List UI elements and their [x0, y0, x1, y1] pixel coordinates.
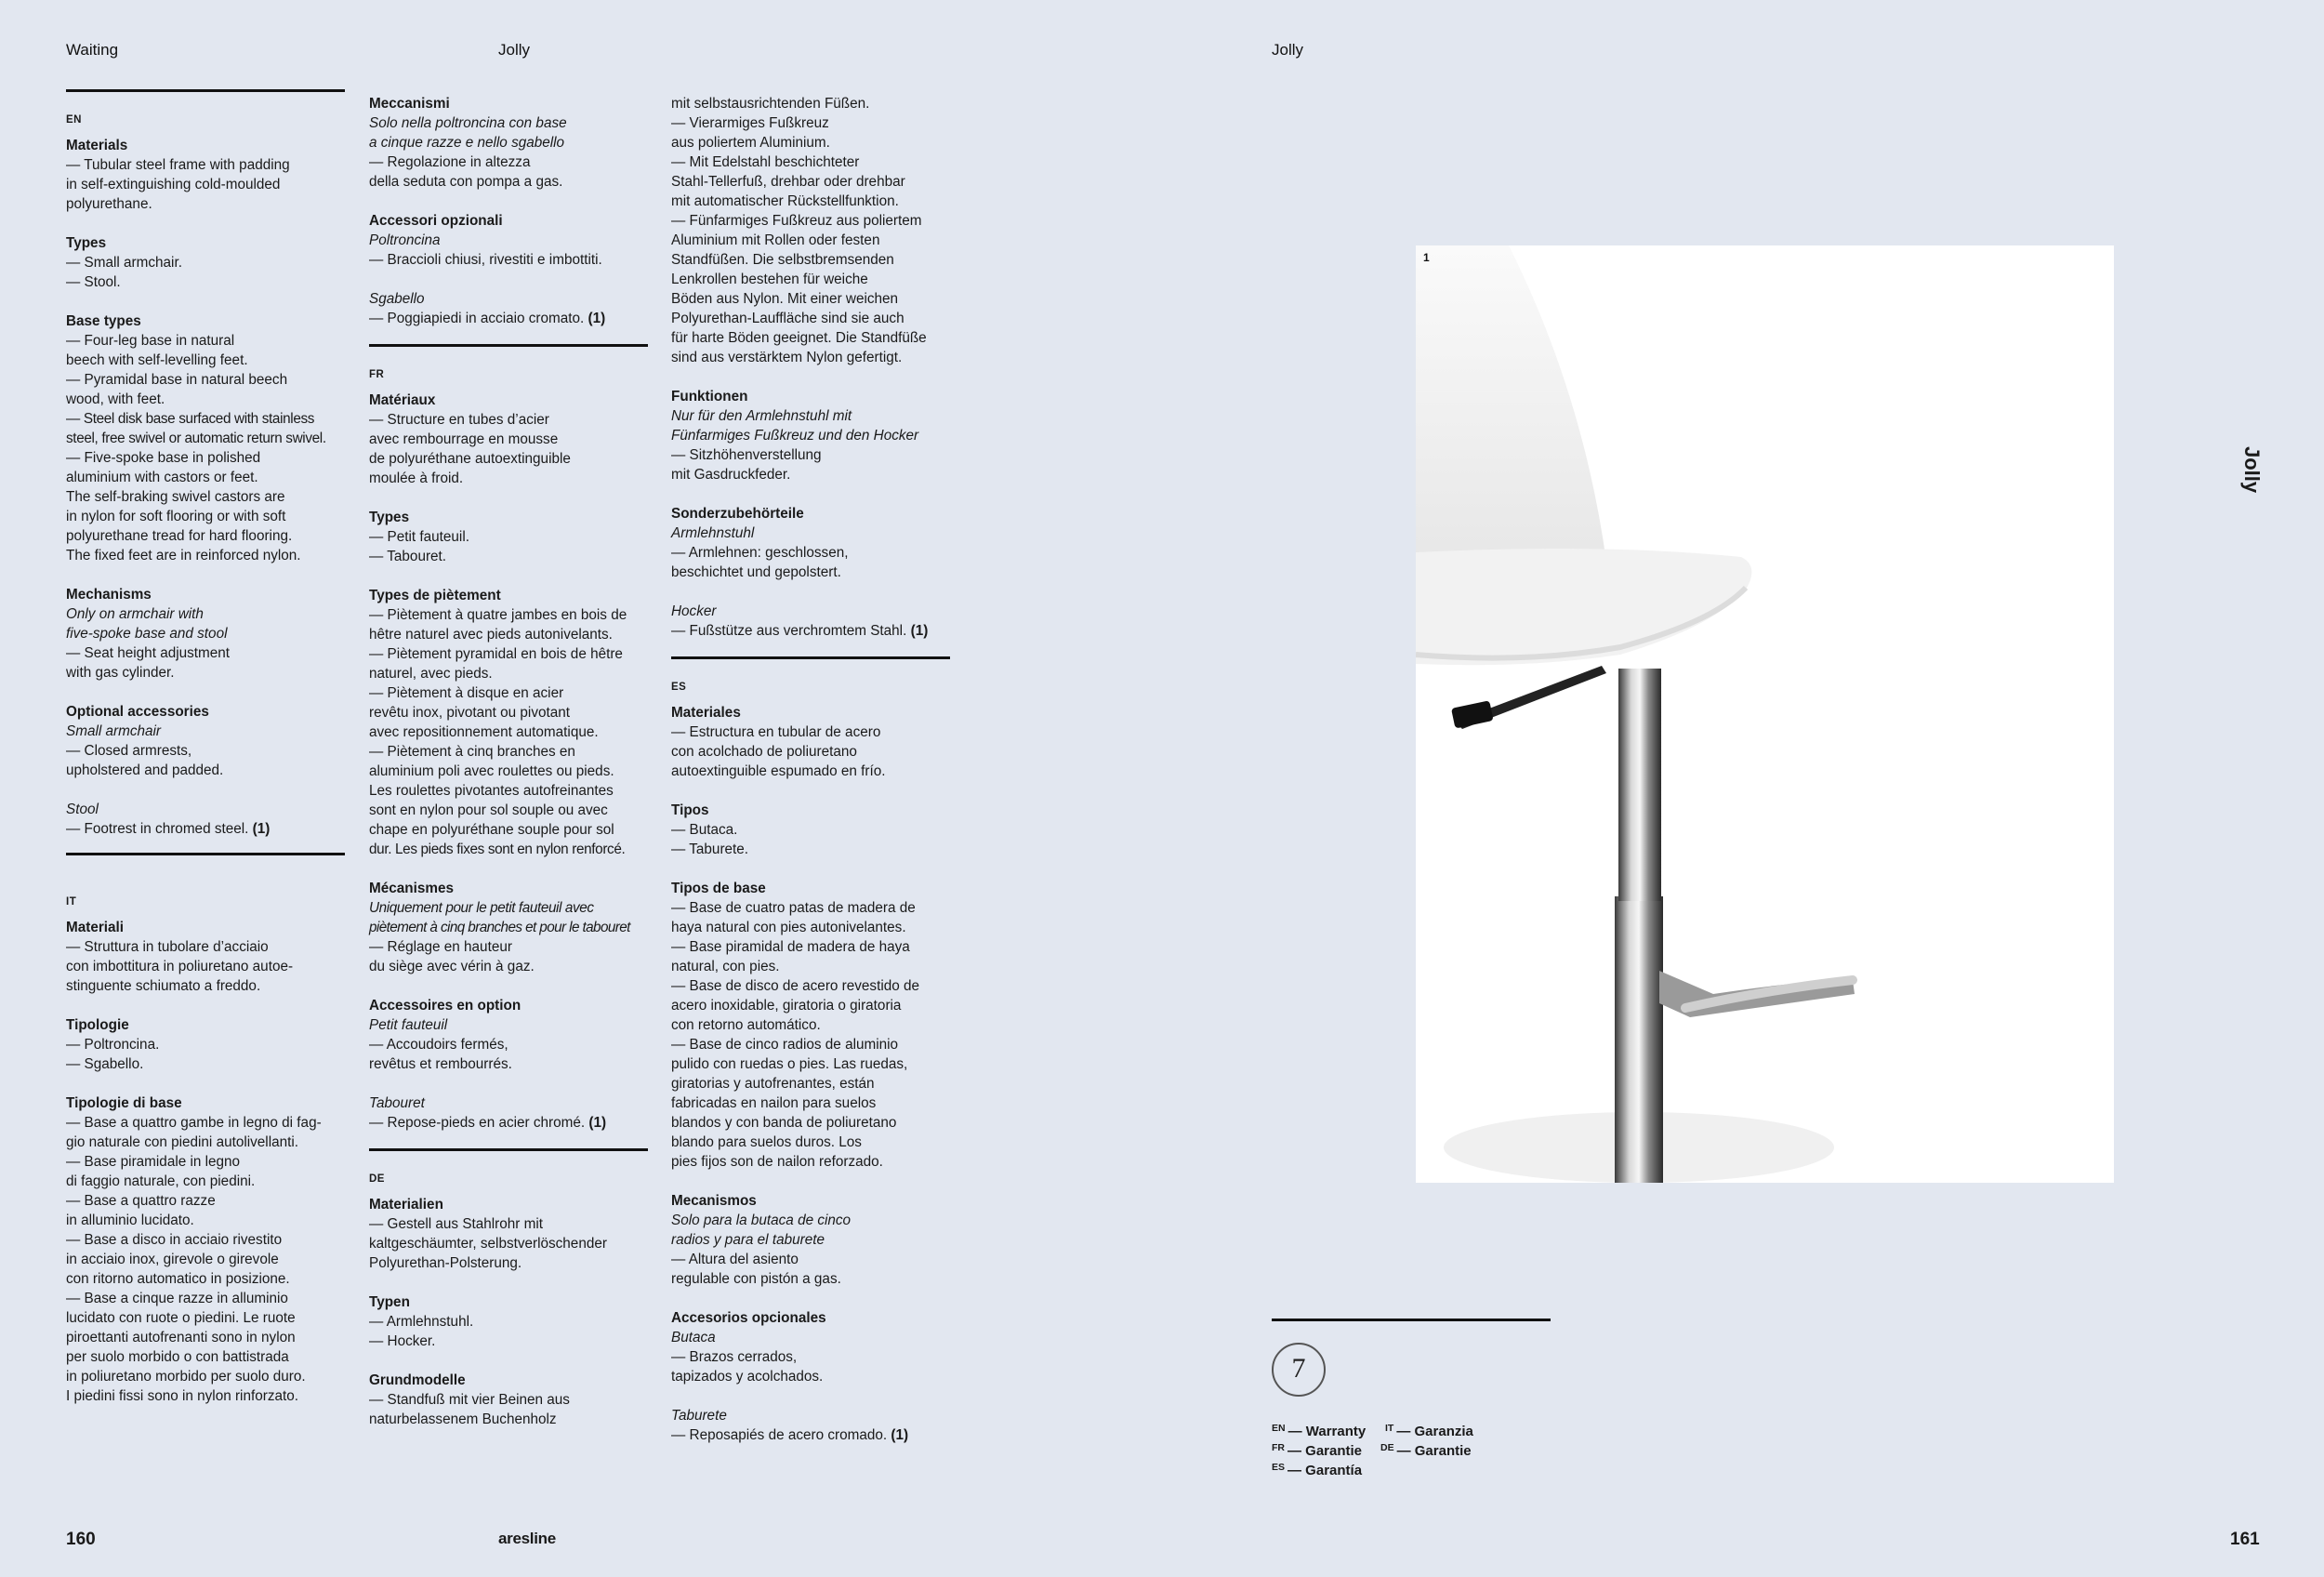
text: — Repose-pieds en acier chromé.: [369, 1115, 586, 1131]
spacer: [671, 1386, 959, 1406]
text-line: Armlehnstuhl: [671, 525, 755, 541]
header-section-waiting: Waiting: [66, 41, 119, 59]
text-line: — Steel disk base surfaced with stainless: [66, 411, 315, 427]
spacer: [369, 1074, 657, 1093]
column-lower: [1615, 896, 1663, 1183]
text-line: — Base piramidal de madera de haya: [671, 939, 910, 955]
text-line: pulido con ruedas o pies. Las ruedas,: [671, 1056, 908, 1072]
text-line: in nylon for soft flooring or with soft: [66, 509, 286, 524]
text-line: naturbelassenem Buchenholz: [369, 1411, 557, 1427]
text: — Garanzia: [1396, 1424, 1473, 1439]
text-line: — Closed armrests,: [66, 743, 192, 759]
text-line: — Braccioli chiusi, rivestiti e imbottiti.: [369, 252, 602, 268]
text-line: natural, con pies.: [671, 959, 780, 974]
text-line: revêtu inox, pivotant ou pivotant: [369, 705, 570, 721]
text-line: haya natural con pies autonivelantes.: [671, 920, 906, 935]
text-line: Standfüßen. Die selbstbremsenden: [671, 252, 894, 268]
text-line: piètement à cinq branches et pour le tabouret: [369, 920, 630, 935]
text-line: fabricadas en nailon para suelos: [671, 1095, 877, 1111]
section-mechanisms-en: [66, 585, 354, 682]
text-line: — Pyramidal base in natural beech: [66, 372, 288, 388]
text-line: — Struttura in tubolare d’acciaio: [66, 939, 269, 955]
text-line: Lenkrollen bestehen für weiche: [671, 272, 868, 287]
heading: Base types: [66, 313, 141, 329]
spacer: [66, 780, 354, 800]
text-line: — Five-spoke base in polished: [66, 450, 261, 466]
text-line: radios y para el taburete: [671, 1232, 825, 1248]
text-line: lucidato con ruote o piedini. Le ruote: [66, 1310, 296, 1326]
section-types-es: [671, 801, 959, 859]
section-accessories-es: [671, 1308, 959, 1445]
text-line: — Brazos cerrados,: [671, 1349, 798, 1365]
note-ref: (1): [910, 623, 929, 639]
text-line: Solo nella poltroncina con base: [369, 115, 567, 131]
language-code-fr: FR: [369, 369, 385, 380]
section-base-en: [66, 311, 354, 565]
heading: Types: [369, 510, 410, 525]
heading: Materiales: [671, 705, 741, 721]
text-line: [671, 1425, 959, 1445]
text-line: steel, free swivel or automatic return swivel.: [66, 431, 326, 446]
lang: IT: [1385, 1423, 1394, 1434]
text-line: regulable con pistón a gas.: [671, 1271, 841, 1287]
heading: Typen: [369, 1294, 410, 1310]
column-1: [66, 89, 354, 1425]
section-base-fr: [369, 586, 657, 859]
lang: DE: [1380, 1442, 1394, 1453]
note-ref: (1): [891, 1427, 909, 1443]
text-line: mit automatischer Rückstellfunktion.: [671, 193, 899, 209]
text-line: blando para suelos duros. Los: [671, 1134, 862, 1150]
section-materials-en: [66, 136, 354, 214]
text-line: wood, with feet.: [66, 391, 165, 407]
text-line: — Hocker.: [369, 1333, 436, 1349]
text-line: mit Gasdruckfeder.: [671, 467, 791, 483]
text-line: de polyuréthane autoextinguible: [369, 451, 571, 467]
lang: EN: [1272, 1423, 1286, 1434]
text: — Footrest in chromed steel.: [66, 821, 249, 837]
text-line: — Piètement à cinq branches en: [369, 744, 575, 760]
text-line: — Sgabello.: [66, 1056, 144, 1072]
text-line: acero inoxidable, giratoria o giratoria: [671, 998, 902, 1014]
text-line: Stool: [66, 802, 99, 817]
divider: [1272, 1319, 1551, 1321]
heading: Materials: [66, 138, 128, 153]
language-code-it: IT: [66, 896, 77, 908]
divider: [66, 89, 345, 92]
warranty-es: [1272, 1462, 1362, 1478]
text-line: kaltgeschäumter, selbstverlöschender: [369, 1236, 607, 1252]
text-line: naturel, avec pieds.: [369, 666, 493, 682]
text: — Fußstütze aus verchromtem Stahl.: [671, 623, 907, 639]
section-mechanisms-es: [671, 1191, 959, 1289]
heading: Funktionen: [671, 389, 748, 404]
text-line: sont en nylon pour sol souple ou avec: [369, 802, 608, 818]
text-line: mit selbstausrichtenden Füßen.: [671, 96, 870, 112]
text-line: aluminium poli avec roulettes ou pieds.: [369, 763, 614, 779]
text-line: blandos y con banda de poliuretano: [671, 1115, 897, 1131]
text-line: avec rembourrage en mousse: [369, 431, 559, 447]
text-line: con imbottitura in poliuretano autoe-: [66, 959, 294, 974]
text-line: Stahl-Tellerfuß, drehbar oder drehbar: [671, 174, 905, 190]
header-product-right: Jolly: [1272, 41, 1304, 59]
heading: Materiali: [66, 920, 125, 935]
text-line: per suolo morbido o con battistrada: [66, 1349, 289, 1365]
text-line: — Armlehnen: geschlossen,: [671, 545, 849, 561]
section-types-de: [369, 1292, 657, 1351]
heading: Tipos: [671, 802, 709, 818]
side-title: Jolly: [2240, 446, 2264, 494]
text-line: della seduta con pompa a gas.: [369, 174, 563, 190]
text-line: polyurethane tread for hard flooring.: [66, 528, 293, 544]
text-line: The self-braking swivel castors are: [66, 489, 285, 505]
text-line: giratorias y autofrenantes, están: [671, 1076, 875, 1092]
warranty-years: 7: [1291, 1353, 1306, 1384]
heading: Materialien: [369, 1197, 443, 1213]
text: — Garantie: [1287, 1443, 1363, 1459]
text-line: Les roulettes pivotantes autofreinantes: [369, 783, 614, 799]
text-line: — Base piramidale in legno: [66, 1154, 241, 1170]
text-line: — Piètement à quatre jambes en bois de: [369, 607, 627, 623]
text-line: con retorno automático.: [671, 1017, 821, 1033]
language-code-es: ES: [671, 682, 687, 693]
text-line: piroettanti autofrenanti sono in nylon: [66, 1330, 296, 1345]
text-line: — Base a disco in acciaio rivestito: [66, 1232, 283, 1248]
warranty-fr: [1272, 1442, 1362, 1459]
text-line: — Taburete.: [671, 842, 749, 857]
text: — Garantie: [1396, 1443, 1472, 1459]
text-line: avec repositionnement automatique.: [369, 724, 599, 740]
text-line: — Gestell aus Stahlrohr mit: [369, 1216, 544, 1232]
heading: Accessoires en option: [369, 998, 522, 1014]
text-line: Polyurethan-Lauffläche sind sie auch: [671, 311, 905, 326]
text-line: [369, 309, 657, 328]
text-line: — Altura del asiento: [671, 1252, 799, 1267]
text-line: — Petit fauteuil.: [369, 529, 469, 545]
section-mechanisms-it: [369, 94, 657, 192]
heading: Mechanisms: [66, 587, 152, 603]
text-line: moulée à froid.: [369, 470, 464, 486]
text-line: Butaca: [671, 1330, 716, 1345]
divider: [369, 1148, 648, 1151]
text-line: — Small armchair.: [66, 255, 182, 271]
text-line: Sgabello: [369, 291, 425, 307]
heading: Mécanismes: [369, 881, 454, 896]
text-line: revêtus et rembourrés.: [369, 1056, 512, 1072]
text-line: Fünfarmiges Fußkreuz und den Hocker: [671, 428, 919, 444]
text-line: in acciaio inox, girevole o girevole: [66, 1252, 279, 1267]
text-line: Polyurethan-Polsterung.: [369, 1255, 522, 1271]
text-line: Solo para la butaca de cinco: [671, 1213, 852, 1228]
text-line: — Stool.: [66, 274, 121, 290]
text-line: five-spoke base and stool: [66, 626, 228, 642]
warranty-de: [1380, 1442, 1472, 1459]
text-line: Böden aus Nylon. Mit einer weichen: [671, 291, 899, 307]
text-line: The fixed feet are in reinforced nylon.: [66, 548, 301, 563]
text-line: — Poltroncina.: [66, 1037, 160, 1053]
text-line: — Standfuß mit vier Beinen aus: [369, 1392, 570, 1408]
heading: Tipologie: [66, 1017, 129, 1033]
lang: FR: [1272, 1442, 1285, 1453]
text-line: — Sitzhöhenverstellung: [671, 447, 822, 463]
text-line: sind aus verstärktem Nylon gefertigt.: [671, 350, 903, 365]
heading: Tipos de base: [671, 881, 766, 896]
heading: Mecanismos: [671, 1193, 757, 1209]
text-line: — Estructura en tubular de acero: [671, 724, 881, 740]
text-line: [369, 1113, 657, 1133]
text-line: — Fünfarmiges Fußkreuz aus poliertem: [671, 213, 922, 229]
text-line: upholstered and padded.: [66, 762, 224, 778]
text-line: — Base de cuatro patas de madera de: [671, 900, 916, 916]
stool-illustration: [1416, 245, 2114, 1183]
text-line: du siège avec vérin à gaz.: [369, 959, 535, 974]
section-base-de: [369, 1371, 657, 1429]
text-line: — Four-leg base in natural: [66, 333, 235, 349]
text: — Poggiapiedi in acciaio cromato.: [369, 311, 585, 326]
lang: ES: [1272, 1462, 1286, 1473]
section-mechanisms-fr: [369, 879, 657, 976]
text-line: stinguente schiumato a freddo.: [66, 978, 261, 994]
heading: Types de piètement: [369, 588, 501, 603]
text-line: chape en polyuréthane souple pour sol: [369, 822, 614, 838]
note-ref: (1): [588, 311, 606, 326]
text-line: beech with self-levelling feet.: [66, 352, 248, 368]
section-accessories-it: [369, 211, 657, 328]
heading: Sonderzubehörteile: [671, 506, 804, 522]
section-accessories-fr: [369, 996, 657, 1133]
text-line: — Seat height adjustment: [66, 645, 231, 661]
heading: Optional accessories: [66, 704, 209, 720]
page-number-right: 161: [2230, 1530, 2260, 1549]
text: — Warranty: [1287, 1424, 1367, 1439]
heading: Tipologie di base: [66, 1095, 182, 1111]
text-line: — Piètement à disque en acier: [369, 685, 564, 701]
text-line: — Base a cinque razze in alluminio: [66, 1291, 288, 1306]
heading: Accesorios opcionales: [671, 1310, 826, 1326]
text-line: Hocker: [671, 603, 717, 619]
text-line: — Tubular steel frame with padding: [66, 157, 290, 173]
text: — Reposapiés de acero cromado.: [671, 1427, 888, 1443]
text-line: I piedini fissi sono in nylon rinforzato.: [66, 1388, 298, 1404]
text-line: — Base de disco de acero revestido de: [671, 978, 920, 994]
text-line: — Butaca.: [671, 822, 738, 838]
text-line: Nur für den Armlehnstuhl mit: [671, 408, 852, 424]
section-materials-es: [671, 703, 959, 781]
text-line: autoextinguible espumado en frío.: [671, 763, 886, 779]
header-product-left: Jolly: [498, 41, 531, 59]
text-line: con acolchado de poliuretano: [671, 744, 857, 760]
section-accessories-de: [671, 504, 959, 641]
language-code-de: DE: [369, 1173, 385, 1185]
section-types-it: [66, 1015, 354, 1074]
section-base-it: [66, 1093, 354, 1406]
text-line: Small armchair: [66, 723, 161, 739]
section-types-en: [66, 233, 354, 292]
text-line: Only on armchair with: [66, 606, 204, 622]
text-line: hêtre naturel avec pieds autonivelants.: [369, 627, 613, 643]
text-line: — Mit Edelstahl beschichteter: [671, 154, 860, 170]
heading: Accessori opzionali: [369, 213, 503, 229]
text-line: Tabouret: [369, 1095, 425, 1111]
text-line: a cinque razze e nello sgabello: [369, 135, 565, 151]
text-line: with gas cylinder.: [66, 665, 175, 681]
text-line: — Accoudoirs fermés,: [369, 1037, 508, 1053]
language-code-en: EN: [66, 114, 82, 126]
text-line: — Base a quattro gambe in legno di fag-: [66, 1115, 322, 1131]
text-line: — Regolazione in altezza: [369, 154, 531, 170]
text-line: di faggio naturale, con piedini.: [66, 1173, 256, 1189]
divider: [369, 344, 648, 347]
heading: Matériaux: [369, 392, 436, 408]
text-line: Taburete: [671, 1408, 727, 1424]
text-line: polyurethane.: [66, 196, 152, 212]
text-line: — Piètement pyramidal en bois de hêtre: [369, 646, 623, 662]
note-ref: (1): [588, 1115, 607, 1131]
brand-logo: aresline: [498, 1530, 556, 1547]
text-line: — Armlehnstuhl.: [369, 1314, 474, 1330]
text-line: tapizados y acolchados.: [671, 1369, 824, 1385]
text-line: gio naturale con piedini autolivellanti.: [66, 1134, 299, 1150]
warranty-badge: [1272, 1343, 1326, 1397]
section-mechanisms-de: [671, 387, 959, 484]
figure-number: 1: [1423, 251, 1430, 264]
text-line: pies fijos son de nailon reforzado.: [671, 1154, 883, 1170]
text-line: — Base de cinco radios de aluminio: [671, 1037, 899, 1053]
section-materials-it: [66, 918, 354, 996]
heading: Meccanismi: [369, 96, 450, 112]
section-base-es: [671, 879, 959, 1172]
text-line: — Tabouret.: [369, 549, 447, 564]
text-line: in alluminio lucidato.: [66, 1213, 194, 1228]
text-line: in poliuretano morbido per suolo duro.: [66, 1369, 306, 1385]
text-line: — Structure en tubes d’acier: [369, 412, 549, 428]
section-materials-de: [369, 1195, 657, 1273]
warranty-it: [1385, 1423, 1473, 1439]
text-line: beschichtet und gepolstert.: [671, 564, 841, 580]
text-line: dur. Les pieds fixes sont en nylon renforcé.: [369, 842, 626, 857]
note-ref: (1): [252, 821, 271, 837]
text-line: aus poliertem Aluminium.: [671, 135, 830, 151]
warranty-en: [1272, 1423, 1366, 1439]
section-materials-fr: [369, 391, 657, 488]
text-line: für harte Böden geeignet. Die Standfüße: [671, 330, 927, 346]
text-line: Poltroncina: [369, 232, 441, 248]
text-line: — Base a quattro razze: [66, 1193, 216, 1209]
column-upper: [1618, 669, 1661, 901]
text-line: — Réglage en hauteur: [369, 939, 512, 955]
page-number-left: 160: [66, 1530, 96, 1549]
text-line: — Vierarmiges Fußkreuz: [671, 115, 829, 131]
heading: Types: [66, 235, 107, 251]
divider: [66, 853, 345, 855]
text-line: aluminium with castors or feet.: [66, 470, 258, 485]
section-accessories-en: [66, 702, 354, 839]
text-line: Uniquement pour le petit fauteuil avec: [369, 900, 594, 916]
section-base-de-continued: [671, 94, 959, 367]
section-types-fr: [369, 508, 657, 566]
text-line: con ritorno automatico in posizione.: [66, 1271, 290, 1287]
column-3: [671, 94, 959, 1464]
text-line: [671, 621, 959, 641]
text: — Garantía: [1287, 1463, 1363, 1478]
column-2: [369, 94, 657, 1449]
text-line: in self-extinguishing cold-moulded: [66, 177, 281, 192]
spacer: [671, 582, 959, 602]
text-line: [66, 819, 354, 839]
product-photo: [1416, 245, 2114, 1183]
text-line: Aluminium mit Rollen oder festen: [671, 232, 880, 248]
spacer: [369, 270, 657, 289]
text-line: Petit fauteuil: [369, 1017, 448, 1033]
heading: Grundmodelle: [369, 1372, 466, 1388]
divider: [671, 656, 950, 659]
